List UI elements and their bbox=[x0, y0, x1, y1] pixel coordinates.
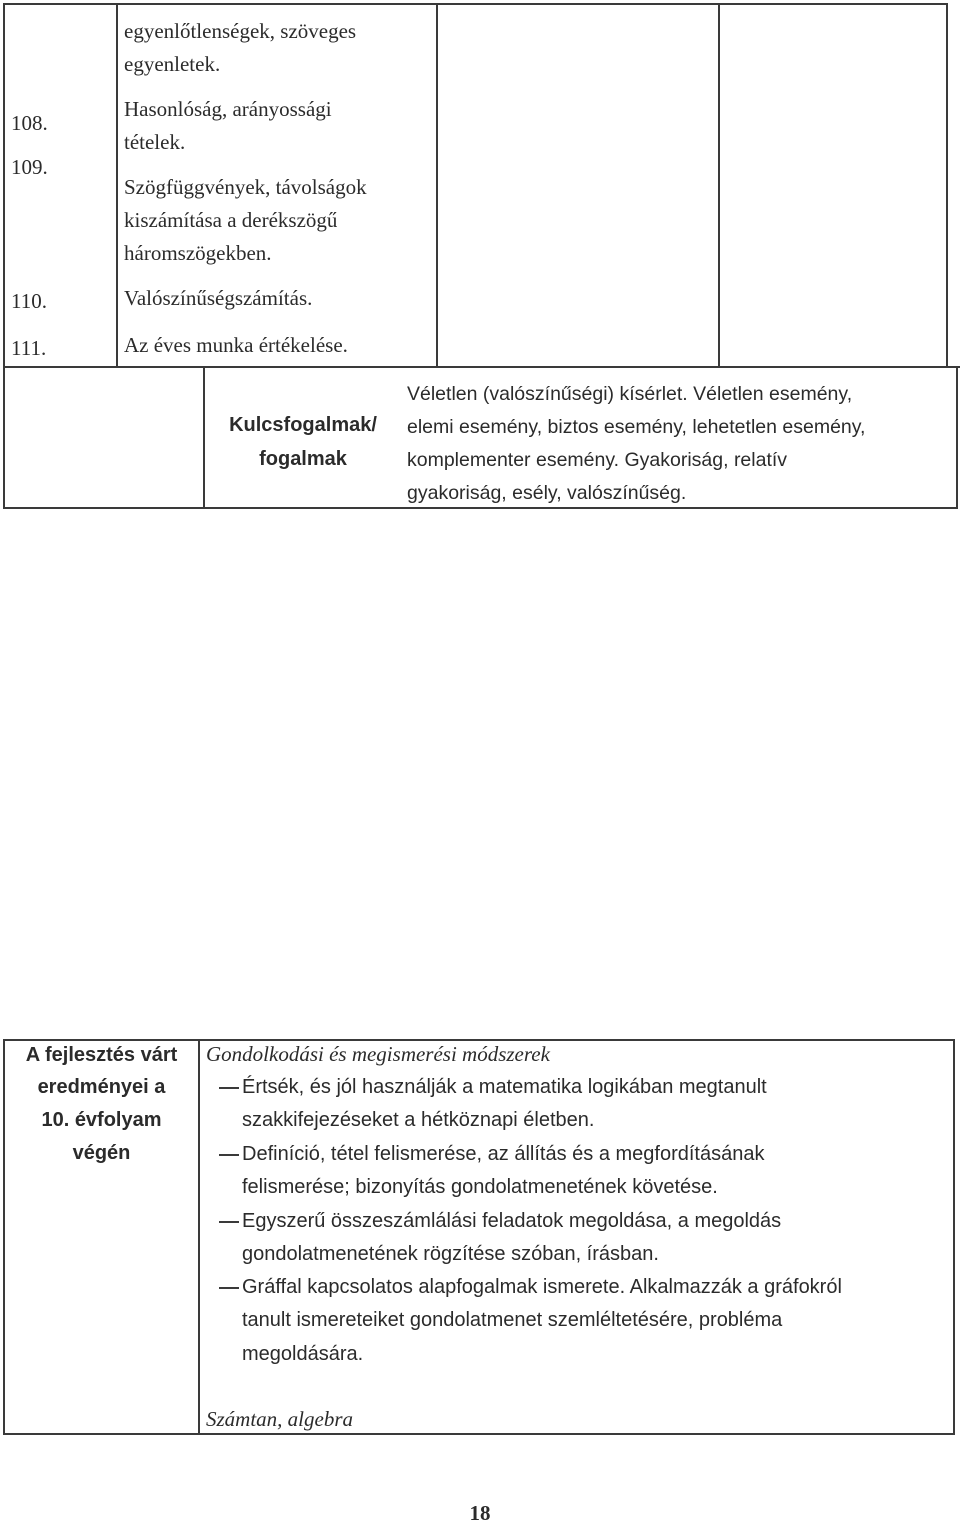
result-item-line: gondolatmenetének rögzítése szóban, írásban. bbox=[242, 1243, 659, 1265]
dash-bullet bbox=[219, 1154, 239, 1156]
result-item-line: Gráffal kapcsolatos alapfogalmak ismerete. Alkalmazzák a gráfokról bbox=[242, 1276, 842, 1298]
results-label: eredményei a bbox=[37, 1076, 166, 1098]
results-label: A fejlesztés várt bbox=[25, 1044, 178, 1066]
dash-bullet bbox=[219, 1287, 239, 1289]
content-line: Hasonlóság, arányossági bbox=[124, 97, 332, 121]
keywords-label: fogalmak bbox=[259, 448, 347, 470]
keywords-border-top bbox=[3, 366, 960, 368]
table-divider-content bbox=[436, 3, 438, 366]
content-line: kiszámítása a derékszögű bbox=[124, 208, 338, 232]
lesson-number: 109. bbox=[11, 155, 48, 179]
result-item-line: Értsék, és jól használják a matematika logikában megtanult bbox=[242, 1076, 767, 1098]
content-line: háromszögekben. bbox=[124, 241, 272, 265]
content-line: egyenlőtlenségek, szöveges bbox=[124, 19, 357, 43]
content-line: egyenletek. bbox=[124, 52, 221, 76]
result-item-line: szakkifejezéseket a hétköznapi életben. bbox=[242, 1109, 595, 1131]
lesson-number: 111. bbox=[11, 336, 47, 360]
dash-bullet bbox=[219, 1221, 239, 1223]
result-item-line: tanult ismereteiket gondolatmenet szemléltetésére, probléma bbox=[242, 1309, 783, 1331]
keywords-border-right bbox=[956, 366, 958, 509]
result-item-line: Egyszerű összeszámlálási feladatok megoldása, a megoldás bbox=[242, 1210, 782, 1232]
keywords-text: Véletlen (valószínűségi) kísérlet. Véletlen esemény, bbox=[407, 383, 853, 405]
dash-bullet bbox=[219, 1087, 239, 1089]
table-border-left bbox=[3, 3, 5, 509]
table-divider-right bbox=[718, 3, 720, 366]
keywords-text: gyakoriság, esély, valószínűség. bbox=[407, 482, 687, 504]
content-line: tételek. bbox=[124, 130, 186, 154]
keywords-label: Kulcsfogalmak/ bbox=[229, 414, 377, 436]
content-line: Szögfüggvények, távolságok bbox=[124, 175, 367, 199]
keywords-text: elemi esemény, biztos esemény, lehetetlen esemény, bbox=[407, 416, 866, 438]
results-border-right bbox=[953, 1039, 955, 1435]
result-item-line: megoldására. bbox=[242, 1343, 364, 1365]
section-title: Számtan, algebra bbox=[206, 1407, 353, 1431]
results-label: 10. évfolyam bbox=[41, 1109, 162, 1131]
lesson-number: 110. bbox=[11, 289, 47, 313]
result-item-line: Definíció, tétel felismerése, az állítás és a megfordításának bbox=[242, 1143, 765, 1165]
results-divider bbox=[198, 1039, 200, 1435]
results-border-bottom bbox=[3, 1433, 955, 1435]
lesson-number: 108. bbox=[11, 111, 48, 135]
results-label: végén bbox=[72, 1142, 131, 1164]
result-item-line: felismerése; bizonyítás gondolatmenetének követése. bbox=[242, 1176, 718, 1198]
table-divider-num bbox=[116, 3, 118, 366]
section-title: Gondolkodási és megismerési módszerek bbox=[206, 1042, 550, 1066]
table-border-right-top bbox=[946, 3, 948, 366]
page-number: 18 bbox=[469, 1501, 491, 1525]
table-border-top bbox=[3, 3, 948, 5]
content-line: Valószínűségszámítás. bbox=[124, 286, 313, 310]
keywords-text: komplementer esemény. Gyakoriság, relatív bbox=[407, 449, 788, 471]
content-line: Az éves munka értékelése. bbox=[124, 333, 348, 357]
